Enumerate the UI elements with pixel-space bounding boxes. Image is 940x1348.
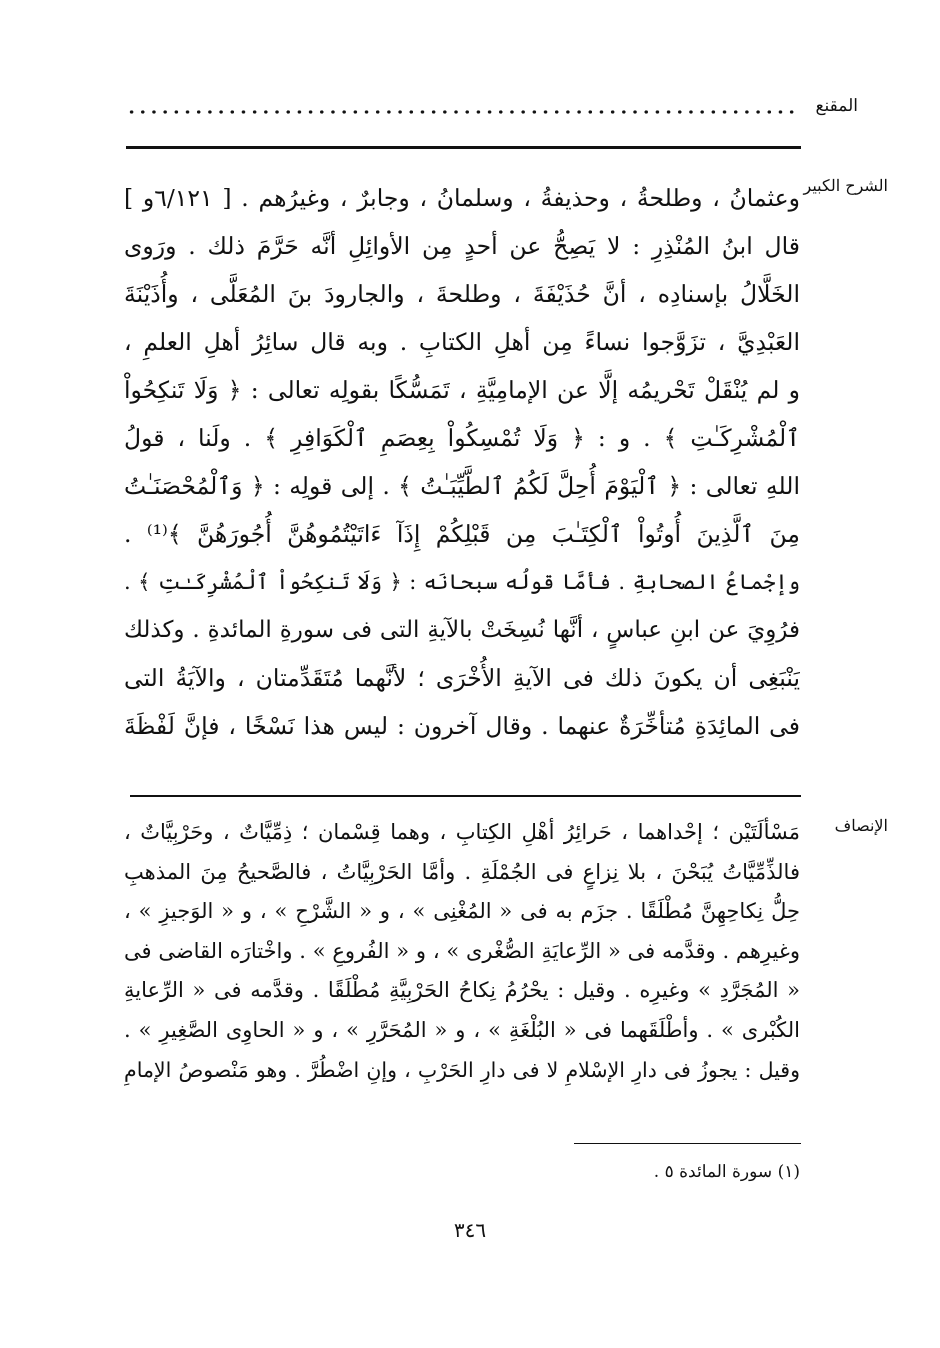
insaf-line: فالذِّمِّيَّاتُ يُبَحْنَ ، بلا نِزاعٍ فى الجُمْلَةِ . وأمَّا الحَرْبِيَّاتُ ، فالصَّحيحُ مِنَ المذهبِ — [124, 859, 800, 884]
sharh-line: وعثمانُ ، وطلحةُ ، وحذيفةُ ، وسلمانُ ، وجابرٌ ، وغيرُهم . [ ٦/١٢١و ] — [124, 184, 800, 212]
insaf-line: « المُجَرَّدِ » وغيرِه . وقيل : يحْرُمُ نِكاحُ الحَرْبِيَّةِ مُطْلَقًا . وقدَّمه فى « الرِّعايةِ — [124, 978, 800, 1003]
sharh-line: اللهِ تعالى : ﴿ ٱلْيَوْمَ أُحِلَّ لَكُمُ ٱلطَّيِّبَـٰتُ ﴾ . إلى قولِه : ﴿ وَٱلْمُحْصَنَـٰتُ — [124, 472, 800, 500]
header-title: المقنع — [815, 96, 858, 116]
sharh-line: ٱلْمُشْرِكَـٰتِ ﴾ . و : ﴿ وَلَا تُمْسِكُواْ بِعِصَمِ ٱلْكَوَافِرِ ﴾ . ولَنا ، قولُ — [124, 424, 800, 452]
sharh-text-block — [124, 174, 800, 750]
insaf-line: وقيل : يجوزُ فى دارِ الإسْلامِ لا فى دارِ الحَرْبِ ، وإنِ اضْطُرَّ . وهو مَنْصوصُ الإمامِ — [124, 1057, 800, 1082]
section-label-insaf: الإنصاف — [834, 816, 888, 835]
insaf-line: الكُبْرى » . وأطْلَقَهما فى « البُلْغَةِ » ، و « المُحَرَّرِ » ، و « الحاوِى الصَّغِيرِ » . — [124, 1017, 800, 1042]
section-label-sharh: الشرح الكبير — [803, 176, 888, 195]
sharh-line: مِنَ ٱلَّذِينَ أُوتُواْ ٱلْكِتَـٰبَ مِن قَبْلِكُمْ إِذَآ ءَاتَيْتُمُوهُنَّ أُجُورَهُنَّ ﴾⁽¹⁾ . — [124, 520, 800, 548]
insaf-line: وغيرِهم . وقدَّمه فى « الرِّعايَةِ الصُّغْرى » ، و « الفُروعِ » . واخْتارَه القاضى فى — [124, 938, 800, 963]
sharh-line: فى المائِدَةِ مُتأخِّرَةٌ عنهما . وقال آخرون : ليس هذا نَسْخًا ، فإنَّ لَفْظَةَ — [124, 712, 800, 740]
sharh-line: و لم يُنْقَلْ تَحْريمُه إلَّا عن الإمامِيَّةِ ، تَمَسُّكًا بقولِه تعالى : ﴿ وَلَا تَنكِحُواْ — [124, 376, 800, 404]
header-rule — [126, 146, 801, 149]
sharh-line: العَبْدِيَّ ، تزَوَّجوا نساءً مِن أهلِ الكتابِ . وبه قال سائِرُ أهلِ العلمِ ، — [124, 328, 800, 356]
section-divider — [130, 795, 801, 797]
sharh-line: وإجْماعُ الصحابةِ . فأمَّا قولُه سبحانَه : ﴿ وَلَا تَنكِحُواْ ٱلْمُشْرِكَـٰتِ ﴾ . — [124, 570, 800, 594]
insaf-line: مَسْألَتَيْن ؛ إحْداهما ، حَرائِرُ أهْلِ الكِتابِ ، وهما قِسْمان ؛ ذِمِّيَّاتٌ ، وحَرْبِيَّاتٌ ، — [124, 820, 800, 844]
insaf-text-block — [124, 813, 800, 1090]
sharh-line: قال ابنُ المُنْذِرِ : لا يَصِحُّ عن أحدٍ مِن الأوائِلِ أنَّه حَرَّمَ ذلك . ورَوى — [124, 232, 800, 260]
sharh-line: الخَلَّالُ بإسنادِه ، أنَّ حُذَيْفَةَ ، وطلحةَ ، والجارودَ بنَ المُعَلَّى ، وأُذَيْنَةَ — [124, 280, 800, 308]
insaf-line: حِلُّ نِكاحِهِنَّ مُطْلَقًا . جزَم به فى « المُغْنِى » ، و « الشَّرْحِ » ، و « الوَجيزِ » ، — [124, 899, 800, 924]
sharh-line: يَنْبَغِى أن يكونَ ذلك فى الآيةِ الأُخْرَى ؛ لأنَّهما مُتَقَدِّمتان ، والآيَةُ التى — [124, 664, 800, 692]
sharh-line: فرُوِيَ عن ابنِ عباسٍ ، أنَّها نُسِخَتْ بالآيةِ التى فى سورةِ المائدةِ . وكذلك — [124, 617, 800, 643]
footnote: (١) سورة المائدة ٥ . — [653, 1162, 800, 1182]
header-dotted-rule — [126, 109, 801, 115]
page-number: ٣٤٦ — [453, 1218, 487, 1242]
footnote-rule — [574, 1143, 801, 1144]
